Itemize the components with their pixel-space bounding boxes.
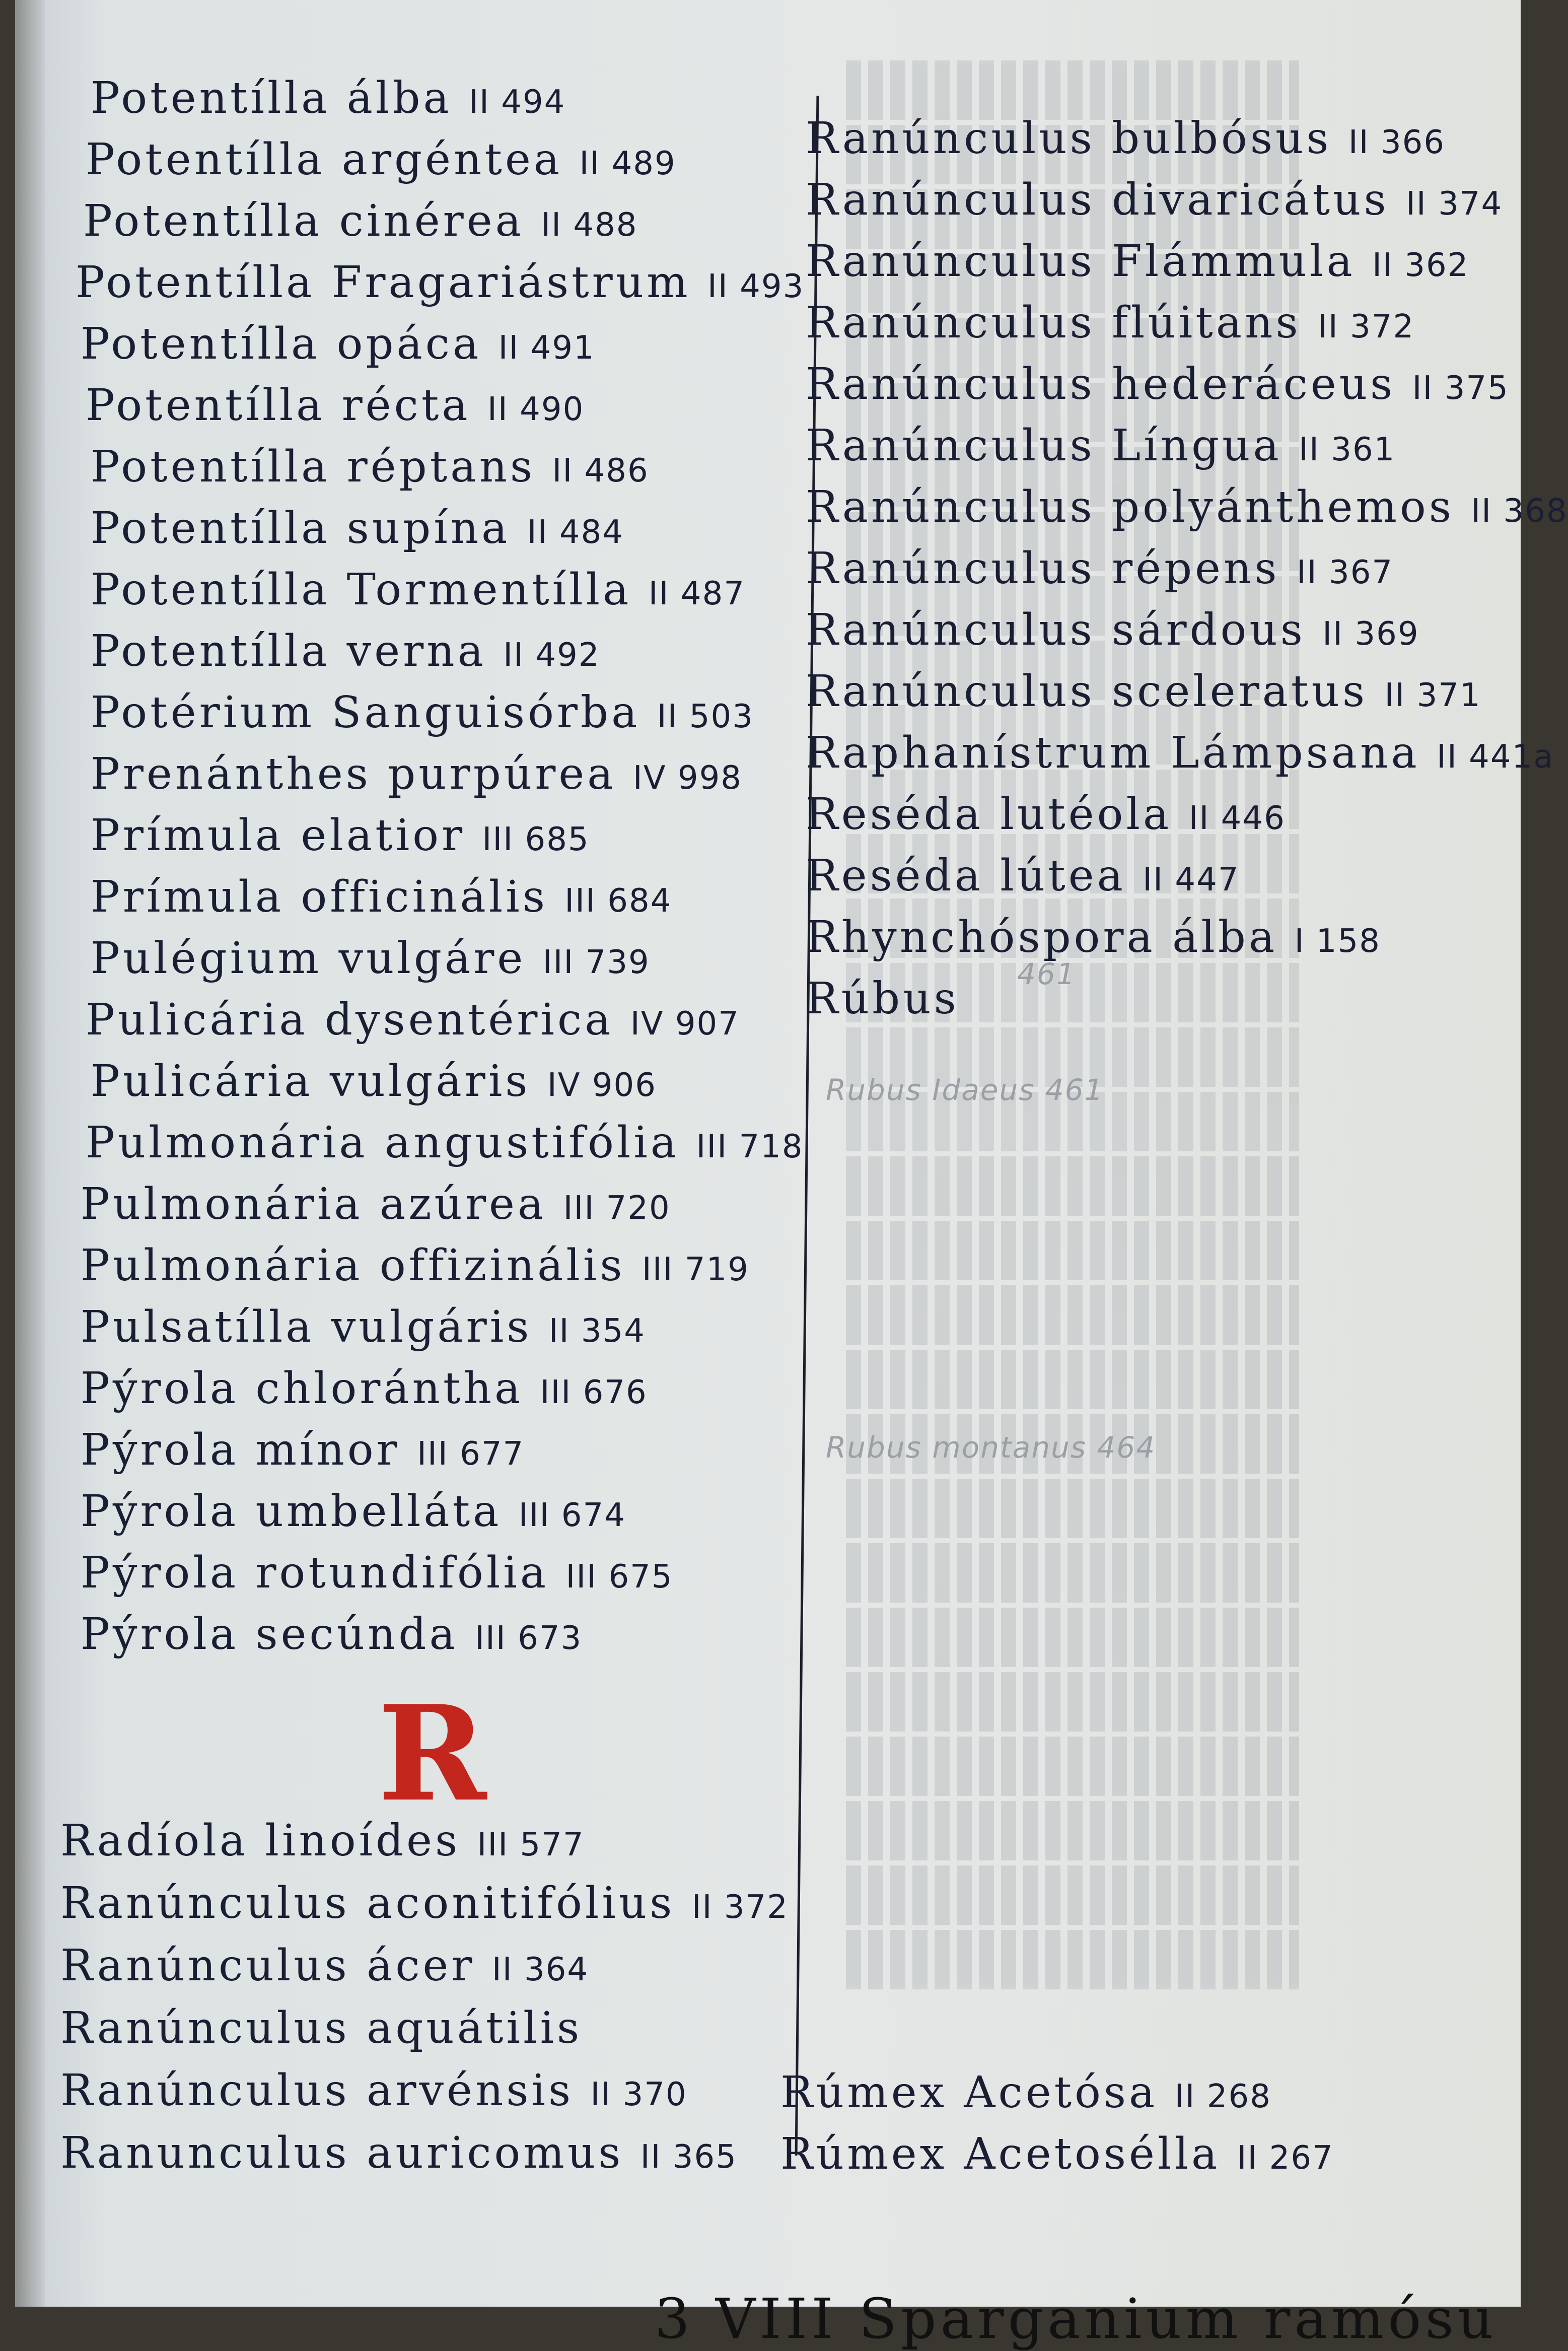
- entry-reference: II 268: [1174, 2078, 1271, 2115]
- index-entry: [806, 479, 1568, 539]
- entry-reference: III 739: [542, 944, 650, 981]
- entry-reference: II 491: [498, 329, 595, 367]
- index-entry: [91, 808, 590, 867]
- entry-reference: II 441a: [1437, 738, 1554, 776]
- pencil-rubus-montanus: Rubus montanus 464: [826, 1430, 1156, 1465]
- entry-name: Rúbus: [806, 974, 959, 1024]
- entry-name: Prímula officinális: [91, 872, 565, 922]
- entry-reference: II 371: [1384, 677, 1481, 714]
- entry-name: Rúmex Acetosélla: [780, 2129, 1237, 2179]
- index-entry: [86, 992, 740, 1052]
- entry-name: Potérium Sanguisórba: [91, 687, 657, 738]
- entry-reference: II 369: [1322, 615, 1419, 653]
- index-entry: [91, 869, 672, 929]
- entry-name: Pulmonária offizinális: [81, 1240, 642, 1291]
- entry-name: Pýrola chlorántha: [81, 1363, 540, 1414]
- index-entry: [60, 2063, 687, 2122]
- entry-reference: III 577: [477, 1826, 585, 1863]
- index-entry: [76, 255, 804, 314]
- entry-name: Potentílla verna: [91, 626, 504, 676]
- entry-name: Ranúnculus flúitans: [806, 298, 1318, 348]
- binding-edge: [15, 0, 45, 2307]
- index-entry: [60, 1813, 585, 1873]
- entry-name: Pulmonária angustifólia: [86, 1118, 696, 1168]
- entry-reference: II 370: [590, 2076, 687, 2113]
- entry-reference: II 484: [527, 514, 624, 551]
- entry-name: Potentílla opáca: [81, 319, 498, 369]
- entry-name: Reséda lútea: [806, 851, 1143, 901]
- index-entry: [91, 439, 649, 499]
- entry-name: Ranunculus auricomus: [60, 2128, 640, 2178]
- index-entry: [91, 931, 650, 990]
- index-entry: [806, 971, 959, 1030]
- entry-reference: III 719: [642, 1251, 749, 1288]
- entry-reference: II 492: [503, 637, 600, 674]
- entry-name: Potentílla argéntea: [86, 134, 580, 185]
- entry-name: Potentílla réptans: [91, 442, 552, 492]
- entry-reference: II 374: [1405, 185, 1503, 223]
- index-entry: [60, 2125, 737, 2185]
- index-entry: [81, 316, 595, 376]
- entry-name: Ranúnculus répens: [806, 543, 1297, 594]
- entry-name: Pulmonária azúrea: [81, 1179, 563, 1229]
- pencil-rubus-ref: 461: [1017, 957, 1076, 991]
- entry-reference: II 354: [548, 1312, 646, 1350]
- index-entry: [806, 725, 1554, 785]
- index-entry: [806, 234, 1469, 293]
- entry-name: Ranúnculus ácer: [60, 1941, 492, 1991]
- index-entry: [806, 664, 1481, 723]
- index-entry: [806, 111, 1445, 170]
- entry-name: Pulsatílla vulgáris: [81, 1302, 549, 1352]
- entry-reference: III 675: [565, 1558, 673, 1596]
- entry-reference: II 366: [1348, 124, 1446, 161]
- entry-name: Ranúnculus bulbósus: [806, 113, 1348, 164]
- index-entry: [91, 562, 745, 621]
- entry-name: Ranúnculus Flámmula: [806, 236, 1373, 287]
- index-entry: [81, 1484, 626, 1543]
- entry-name: Ranúnculus Língua: [806, 421, 1299, 471]
- entry-reference: I 158: [1294, 923, 1381, 960]
- index-page: [15, 0, 1568, 2307]
- index-entry: [806, 787, 1286, 846]
- entry-reference: II 493: [707, 268, 805, 305]
- index-entry: [81, 1177, 671, 1236]
- entry-name: Pulicária vulgáris: [91, 1056, 547, 1107]
- index-entry: [91, 1054, 657, 1113]
- entry-reference: III 720: [563, 1190, 671, 1227]
- section-letter: R: [378, 1677, 487, 1831]
- entry-reference: II 486: [552, 452, 649, 490]
- entry-reference: II 489: [579, 145, 676, 182]
- footer-next-page-text: 3 VIII Sparganium ramósu: [655, 2287, 1498, 2351]
- entry-reference: III 674: [518, 1497, 626, 1534]
- index-entry: [806, 357, 1509, 416]
- entry-name: Ranúnculus hederáceus: [806, 359, 1412, 409]
- index-entry: [780, 2065, 1271, 2124]
- entry-reference: II 494: [469, 84, 566, 121]
- entry-name: Prímula elatior: [91, 810, 482, 861]
- index-entry: [60, 1938, 589, 1997]
- index-entry: [806, 418, 1395, 477]
- index-entry: [86, 1115, 804, 1174]
- index-entry: [91, 624, 600, 683]
- entry-reference: II 447: [1143, 861, 1240, 898]
- entry-name: Ranúnculus sárdous: [806, 605, 1323, 655]
- entry-name: Ranúnculus aconitifólius: [60, 1878, 692, 1928]
- entry-reference: II 487: [648, 575, 746, 612]
- entry-name: Ranúnculus arvénsis: [60, 2065, 591, 2116]
- entry-reference: II 368: [1471, 493, 1568, 530]
- entry-name: Pýrola rotundifólia: [81, 1548, 566, 1598]
- entry-name: Radíola linoídes: [60, 1816, 477, 1866]
- index-entry: [806, 602, 1419, 662]
- index-entry: [806, 910, 1381, 969]
- entry-reference: II 503: [657, 698, 754, 735]
- entry-name: Pulicária dysentérica: [86, 995, 630, 1045]
- entry-reference: II 267: [1237, 2139, 1334, 2177]
- index-entry: [86, 132, 676, 191]
- index-entry: [60, 2000, 582, 2060]
- index-entry: [81, 1545, 673, 1605]
- entry-reference: II 490: [487, 391, 585, 428]
- entry-reference: III 677: [417, 1435, 525, 1473]
- index-entry: [86, 378, 584, 437]
- index-entry: [806, 295, 1414, 355]
- entry-name: Potentílla récta: [86, 380, 488, 431]
- entry-reference: IV 907: [630, 1005, 740, 1043]
- entry-reference: III 718: [696, 1128, 804, 1165]
- entry-reference: IV 998: [632, 759, 742, 797]
- entry-name: Ranúnculus aquátilis: [60, 2003, 583, 2053]
- entry-name: Pýrola umbelláta: [81, 1486, 519, 1537]
- entry-reference: II 361: [1299, 431, 1396, 468]
- entry-name: Reséda lutéola: [806, 789, 1189, 840]
- index-entry: [81, 1299, 646, 1359]
- index-entry: [60, 1876, 789, 1935]
- index-entry: [806, 541, 1393, 600]
- entry-name: Ranúnculus polyánthemos: [806, 482, 1471, 532]
- entry-name: Ranúnculus sceleratus: [806, 666, 1385, 717]
- index-entry: [81, 1238, 749, 1297]
- entry-name: Potentílla supína: [91, 503, 527, 554]
- entry-name: Raphanístrum Lámpsana: [806, 728, 1437, 778]
- entry-reference: II 367: [1296, 554, 1394, 591]
- entry-name: Rhynchóspora álba: [806, 912, 1295, 962]
- index-entry: [91, 501, 624, 560]
- entry-reference: II 362: [1372, 247, 1469, 284]
- entry-reference: IV 906: [547, 1067, 657, 1104]
- index-entry: [83, 193, 638, 253]
- index-entry: [91, 746, 742, 806]
- entry-reference: II 375: [1412, 370, 1509, 407]
- entry-name: Rúmex Acetósa: [780, 2067, 1175, 2118]
- entry-reference: II 446: [1188, 800, 1286, 837]
- entry-name: Potentílla álba: [91, 73, 469, 123]
- entry-reference: III 676: [540, 1374, 648, 1411]
- index-entry: [91, 71, 565, 130]
- entry-reference: II 488: [541, 206, 638, 244]
- entry-name: Ranúnculus divaricátus: [806, 175, 1406, 225]
- index-entry: [81, 1607, 582, 1666]
- index-entry: [806, 848, 1240, 908]
- entry-name: Pýrola mínor: [81, 1425, 417, 1475]
- entry-name: Pulégium vulgáre: [91, 933, 543, 984]
- index-entry: [91, 685, 754, 744]
- index-entry: [780, 2126, 1334, 2186]
- index-entry: [81, 1422, 524, 1482]
- entry-name: Prenánthes purpúrea: [91, 749, 633, 799]
- entry-reference: II 365: [640, 2138, 737, 2176]
- pencil-rubus-idaeus: Rubus Idaeus 461: [826, 1073, 1104, 1107]
- entry-reference: II 372: [1318, 308, 1415, 345]
- entry-name: Potentílla Tormentílla: [91, 565, 649, 615]
- entry-reference: III 685: [482, 821, 590, 858]
- index-entry: [81, 1361, 648, 1420]
- entry-name: Potentílla Fragariástrum: [76, 257, 708, 308]
- entry-name: Pýrola secúnda: [81, 1609, 475, 1659]
- entry-reference: II 364: [491, 1951, 589, 1988]
- entry-reference: III 673: [475, 1620, 583, 1657]
- entry-name: Potentílla cinérea: [83, 196, 541, 246]
- entry-reference: III 684: [564, 882, 672, 920]
- entry-reference: II 372: [691, 1889, 789, 1926]
- index-entry: [806, 172, 1503, 232]
